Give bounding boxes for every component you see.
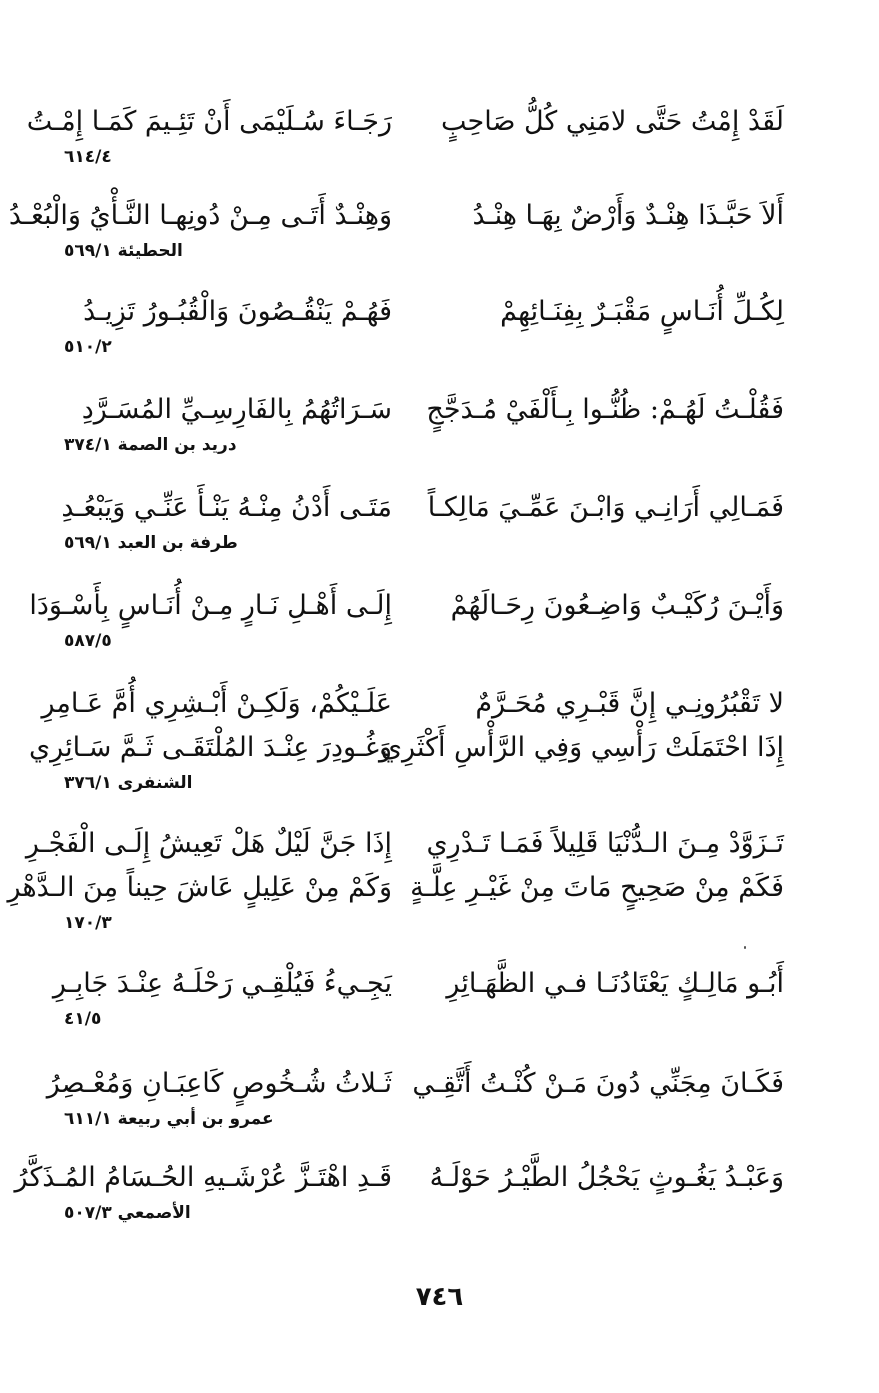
poem-entry: [8, 194, 784, 264]
verse-first-hemistich: تَـزَوَّدْ مِـنَ الـدُّنْيَا قَلِيلاً فَمَـا تَـدْرِي: [426, 828, 784, 859]
poem-entry: [61, 486, 784, 556]
verse-first-hemistich: إِذَا احْتَمَلَتْ رَأْسِي وَفِي الرَّأْسِ أَكْثَرِي: [380, 732, 784, 763]
verse-source-reference: طرفة بن العبد ٥٦٩/١: [64, 533, 238, 553]
verse-second-hemistich: عَلَـيْكُمْ، وَلَكِـنْ أَبْـشِرِي أُمَّ عَـامِرِ: [41, 688, 392, 719]
poem-entry: [29, 584, 784, 654]
poem-entry: [52, 962, 784, 1032]
verse-line: [52, 962, 784, 1006]
verse-source-reference: ٥٨٧/٥: [64, 631, 112, 651]
verse-first-hemistich: وَعَبْـدُ يَغُـوثٍ يَحْجُلُ الطَّيْـرُ حَوْلَـهُ: [429, 1162, 784, 1193]
verse-line: [29, 726, 784, 770]
verse-first-hemistich: فَكَـانَ مِجَنِّي دُونَ مَـنْ كُنْـتُ أَتَّقِـي: [412, 1068, 784, 1099]
verse-second-hemistich: وَهِنْـدٌ أَتَـى مِـنْ دُونِهـا النَّـأْيُ وَالْبُعْـدُ: [8, 200, 392, 231]
verse-line: [26, 100, 784, 144]
poem-entry: [26, 100, 784, 170]
verse-second-hemistich: فَهُـمْ يَنْقُـصُونَ وَالْقُبُـورُ تَزِيـدُ: [83, 296, 392, 327]
verse-line: [14, 1156, 784, 1200]
poem-entry: [46, 1062, 784, 1132]
verse-line: [46, 1062, 784, 1106]
verse-first-hemistich: أَلاَ حَبَّـذَا هِنْـدٌ وَأَرْضٌ بِهَـا هِنْـدُ: [472, 200, 784, 231]
verse-first-hemistich: لِكُـلِّ أُنَـاسٍ مَقْبَـرٌ بِفِنَـائِهِمْ: [500, 296, 784, 327]
verse-second-hemistich: وَكَمْ مِنْ عَلِيلٍ عَاشَ حِيناً مِنَ الـدَّهْرِ: [7, 872, 392, 903]
poem-entry: [14, 1156, 784, 1226]
verse-line: [41, 682, 784, 726]
verse-source-reference: ١٧٠/٣: [64, 913, 112, 933]
verse-source-reference: دريد بن الصمة ٣٧٤/١: [64, 435, 237, 455]
verse-source-reference: الحطيئة ٥٦٩/١: [64, 241, 183, 261]
verse-second-hemistich: رَجَـاءَ سُـلَيْمَى أَنْ تَئِـيمَ كَمَـا إِمْـتُ: [26, 106, 392, 137]
verse-second-hemistich: قَـدِ اهْتَـزَّ عُرْشَـيهِ الحُـسَامُ المُـذَكَّرُ: [14, 1162, 392, 1193]
verse-second-hemistich: يَجِـيءُ فَيُلْقِـي رَحْلَـهُ عِنْـدَ جَابِـرِ: [52, 968, 392, 999]
poem-entry: [64, 388, 784, 458]
verse-source-reference: عمرو بن أبي ربيعة ٦١١/١: [64, 1109, 274, 1129]
verse-line: [8, 194, 784, 238]
verse-line: [7, 866, 784, 910]
verse-first-hemistich: لا تَقْبُرُونِـي إِنَّ قَبْـرِي مُحَـرَّمٌ: [475, 688, 784, 719]
verse-first-hemistich: لَقَدْ إِمْتُ حَتَّى لامَنِي كُلُّ صَاحِبٍ: [441, 106, 784, 137]
verse-second-hemistich: إِلَـى أَهْـلِ نَـارٍ مِـنْ أُنَـاسٍ بِأَسْـوَدَا: [29, 590, 392, 621]
verse-second-hemistich: سَـرَاتُهُمُ بِالفَارِسِـيِّ المُسَـرَّدِ: [81, 394, 392, 425]
verse-line: [64, 290, 784, 334]
verse-source-reference: الأصمعي ٥٠٧/٣: [64, 1203, 191, 1223]
poem-entry: [7, 822, 784, 936]
verse-source-reference: الشنفرى ٣٧٦/١: [64, 773, 193, 793]
verse-line: [25, 822, 784, 866]
verse-second-hemistich: مَتَـى أَدْنُ مِنْـهُ يَنْـأَ عَنِّـي وَيَبْعُـدِ: [61, 492, 392, 523]
verse-second-hemistich: وَغُـودِرَ عِنْـدَ المُلْتَقَـى ثَـمَّ سَـائِرِي: [29, 732, 392, 763]
verse-line: [29, 584, 784, 628]
verse-line: [61, 486, 784, 530]
verse-source-reference: ٦١٤/٤: [64, 147, 112, 167]
verse-source-reference: ٤١/٥: [64, 1009, 102, 1029]
verse-source-reference: ٥١٠/٢: [64, 337, 112, 357]
verse-line: [64, 388, 784, 432]
poem-entry: [29, 682, 784, 796]
verse-first-hemistich: وَأَيْـنَ رُكَيْـبٌ وَاضِـعُونَ رِحَـالَهُمْ: [450, 590, 784, 621]
verse-second-hemistich: إِذَا جَنَّ لَيْلٌ هَلْ تَعِيشُ إِلَـى الْفَجْـرِ: [25, 828, 392, 859]
verse-first-hemistich: فَكَمْ مِنْ صَحِيحٍ مَاتَ مِنْ غَيْـرِ عِلَّـةٍ: [410, 872, 784, 903]
verse-first-hemistich: فَمَـالِي أَرَانِـي وَابْـنَ عَمِّـيَ مَالِكـاً: [427, 492, 784, 523]
verse-first-hemistich: فَقُلْـتُ لَهُـمْ: ظُنُّـوا بِـأَلْفَيْ مُـدَجَّجٍ: [426, 394, 784, 425]
print-speck: [744, 946, 746, 949]
verse-first-hemistich: أَبُـو مَالِـكٍ يَعْتَادُنَـا فـي الظَّهَـائِرِ: [446, 968, 784, 999]
poem-entry: [64, 290, 784, 360]
page-number: ٧٤٦: [415, 1282, 464, 1312]
verse-second-hemistich: ثَـلاثُ شُـخُوصٍ كَاعِبَـانِ وَمُعْـصِرُ: [46, 1068, 392, 1099]
